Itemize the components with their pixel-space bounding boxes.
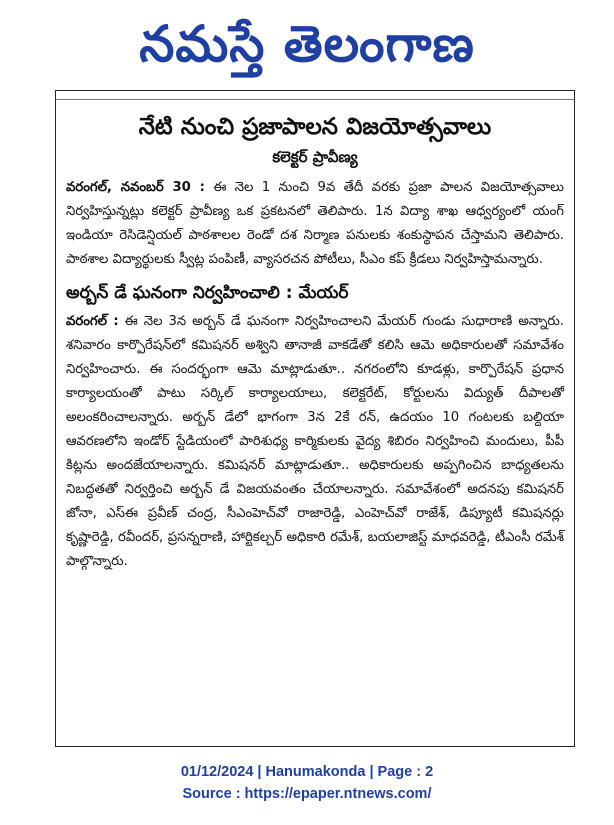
article-paragraph-1 — [56, 176, 574, 272]
footer-edition-info: 01/12/2024 | Hanumakonda | Page : 2 — [180, 764, 434, 780]
news-clipping — [55, 90, 575, 747]
paragraph-1-dateline: వరంగల్, నవంబర్ 30 : — [66, 179, 205, 195]
masthead-title: నమస్తే తెలంగాణ — [139, 15, 475, 73]
article-byline: కలెక్టర్ ప్రావీణ్య — [272, 147, 358, 166]
newspaper-masthead — [0, 4, 614, 84]
article-headline: నేటి నుంచి ప్రజాపాలన విజయోత్సవాలు — [138, 114, 492, 140]
clipping-top-edge — [56, 91, 574, 100]
article-subheading: అర్బన్ డే ఘనంగా నిర్వహించాలి : మేయర్ — [66, 282, 349, 303]
paragraph-2-dateline: వరంగల్ : — [66, 313, 119, 329]
article-paragraph-2 — [56, 310, 574, 574]
paragraph-2-body: ఈ నెల 3న అర్బన్ డే ఘనంగా నిర్వహించాలని మేయర్ గుండు సుధారాణి అన్నారు. శనివారం కార్పొరేషన్‌లో కమిషనర్ అశ్విని తానాజీ వాకడేతో కలిసి ఆమె అధికారులతో సమావేశం నిర్వహించారు. ఈ సందర్భంగా ఆమె మాట్లాడుతూ.. నగరంలోని కూడళ్లు, కార్పొరేషన్ ప్రధాన కార్యాలయంతో పాటు సర్కిల్ కార్యాలయాలు, కలెక్టరేట్, కోర్టులను విద్యుత్ దీపాలతో అలంకరించాలన్నారు. అర్బన్ డేలో భాగంగా 3న 2కే రన్, ఉదయం 10 గంటలకు బల్దియా ఆవరణలోని ఇండోర్ స్టేడియంలో పారిశుధ్య కార్మికులకు వైద్య శిబిరం నిర్వహించి మందులు, పీపీ కిట్లను అందజేయాలన్నారు. కమిషనర్ మాట్లాడుతూ.. అధికారులకు అప్పగించిన బాధ్యతలను నిబద్ధతతో నిర్వర్తించి అర్బన్ డే విజయవంతం చేయాలన్నారు. సమావేశంలో అదనపు కమిషనర్ జోనా, ఎస్ఈ ప్రవీణ్ చంద్ర, సీఎంహెచ్‌వో రాజారెడ్డి, ఎంహెచ్‌వో రాజేశ్, డిప్యూటీ కమిషనర్లు కృష్ణారెడ్డి, రవీందర్, ప్రసన్నరాణి, హార్టికల్చర్ అధికారి రమేశ్, బయలాజిస్ట్ మాధవరెడ్డి, టీఎంసీ రమేశ్ పాల్గొన్నారు. — [66, 313, 564, 569]
paragraph-1-body: ఈ నెల 1 నుంచి 9వ తేదీ వరకు ప్రజా పాలన విజయోత్సవాలు నిర్వహిస్తున్నట్లు కలెక్టర్ ప్రావీణ్య ఒక ప్రకటనలో తెలిపారు. 1న విద్యా శాఖ ఆధ్వర్యంలో యంగ్ ఇండియా రెసిడెన్షియల్ పాఠశాలల రెండో దశ నిర్మాణ పనులకు శంకుస్థాపన చేస్తామని తెలిపారు. పాఠశాల విద్యార్థులకు స్వీట్ల పంపిణీ, వ్యాసరచన పోటీలు, సీఎం కప్ క్రీడలు నిర్వహిస్తామన్నారు. — [66, 179, 564, 267]
footer-source-link[interactable]: Source : https://epaper.ntnews.com/ — [182, 786, 432, 802]
